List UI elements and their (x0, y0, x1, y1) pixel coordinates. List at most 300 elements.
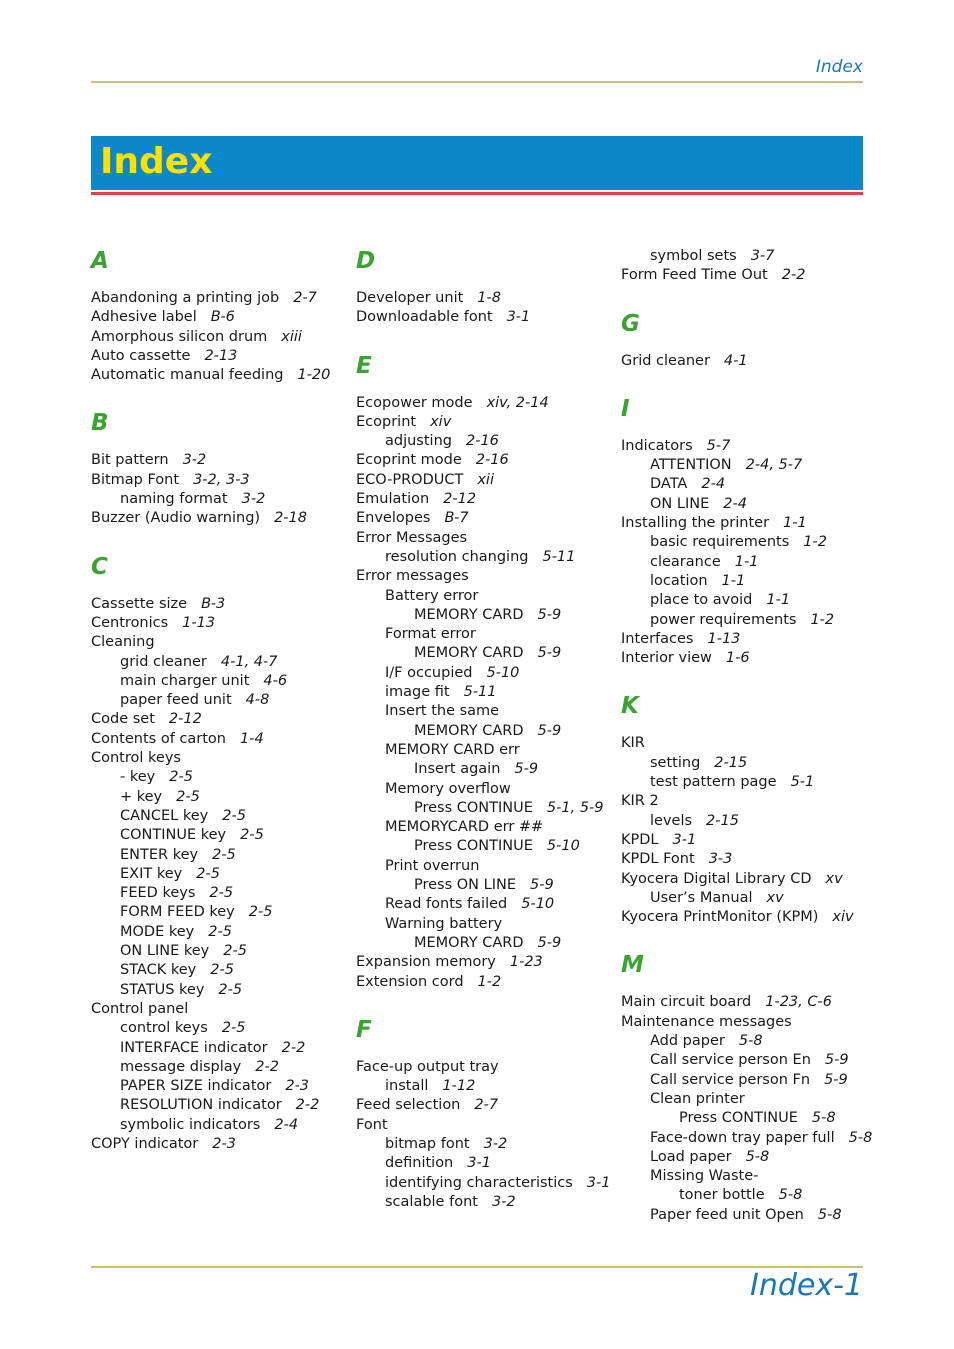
section-letter: K (621, 693, 639, 720)
page-reference: 5-9 (537, 645, 562, 662)
page-reference: 5-8 (738, 1033, 763, 1050)
index-entry (356, 1116, 616, 1135)
index-term: Paper feed unit Open (650, 1206, 804, 1223)
index-term: place to avoid (650, 592, 753, 609)
index-entry (91, 865, 351, 884)
index-entry (621, 1090, 881, 1109)
page-reference: 4-1 (723, 352, 748, 369)
page-reference: 1-12 (442, 1078, 476, 1095)
page-reference: 1-1 (734, 553, 759, 570)
index-entry (621, 1013, 881, 1032)
index-entry (91, 366, 351, 385)
page-reference: 2-4 (701, 476, 726, 493)
page-reference: 3-3 (708, 851, 733, 868)
index-term: message display (120, 1058, 242, 1075)
index-term: Call service person Fn (650, 1071, 811, 1088)
index-entry (621, 456, 881, 475)
index-entry (621, 734, 881, 753)
index-term: test pattern page (650, 774, 777, 791)
index-term: - key (120, 769, 156, 786)
index-entry (91, 328, 351, 347)
index-entry (356, 471, 616, 490)
page-reference: xii (477, 471, 494, 488)
page-reference: 3-1 (467, 1155, 491, 1172)
page-reference: 5-10 (521, 896, 555, 913)
page-reference: xiv (430, 413, 452, 430)
index-term: symbol sets (650, 248, 737, 264)
index-term: KIR 2 (621, 793, 659, 810)
section-letter: D (356, 248, 376, 274)
index-term: MEMORYCARD err ## (385, 819, 544, 836)
page-reference: 5-8 (848, 1129, 873, 1146)
index-entry (621, 495, 881, 514)
page-reference: 2-3 (212, 1135, 236, 1152)
running-header-title: Index (815, 57, 863, 77)
page-reference: 5-9 (824, 1071, 848, 1088)
index-entry (91, 788, 351, 807)
page-reference: 5-9 (537, 722, 562, 739)
index-term: Interior view (621, 650, 712, 667)
index-term: Clean printer (650, 1090, 745, 1107)
page-reference: 5-8 (817, 1206, 842, 1223)
index-term: KPDL Font (621, 851, 695, 868)
index-entry (91, 884, 351, 903)
index-entry (621, 754, 881, 773)
index-entry (91, 451, 351, 470)
index-entry (356, 587, 616, 606)
section-letter: E (356, 352, 372, 379)
index-term: Centronics (91, 614, 169, 631)
page-reference: 4-1, 4-7 (220, 653, 278, 670)
index-entry (621, 870, 881, 889)
index-entry (621, 649, 881, 668)
page-reference: 1-13 (707, 630, 741, 647)
page-reference: 2-16 (465, 433, 499, 450)
page-reference: 3-2, 3-3 (193, 471, 250, 488)
page-reference: 3-2 (241, 491, 266, 508)
page-reference: 3-1 (506, 309, 531, 326)
page-reference: 2-18 (274, 510, 307, 527)
page-reference: 2-2 (281, 1039, 306, 1056)
index-term: Emulation (356, 491, 430, 508)
index-term: adjusting (385, 433, 452, 450)
index-term: Envelopes (356, 510, 431, 527)
page-reference: 1-2 (810, 611, 835, 628)
index-term: Error Messages (356, 529, 468, 546)
index-term: Bit pattern (91, 452, 169, 469)
page-reference: 2-12 (443, 491, 477, 508)
page-reference: 1-2 (803, 534, 827, 551)
index-term: KIR (621, 735, 645, 752)
page-reference: B-6 (210, 309, 235, 326)
page-reference: 4-6 (263, 672, 288, 689)
index-entry (621, 611, 881, 630)
page-reference: 5-9 (537, 934, 562, 951)
index-term: Press CONTINUE (679, 1110, 798, 1127)
index-term: Ecopower mode (356, 394, 473, 411)
page-reference: 1-23 (509, 954, 543, 971)
page-reference: 1-4 (239, 730, 264, 747)
index-term: User’s Manual (650, 889, 753, 906)
index-entry (621, 630, 881, 649)
index-entry (621, 533, 881, 552)
page-reference: 5-9 (824, 1052, 849, 1069)
index-term: ECO-PRODUCT (356, 471, 464, 488)
index-term: ATTENTION (650, 457, 732, 474)
index-entry (356, 394, 616, 413)
index-term: Indicators (621, 437, 693, 454)
index-entry (621, 1071, 881, 1090)
page-reference: 5-9 (530, 877, 554, 894)
index-term: ENTER key (120, 846, 199, 863)
index-term: Automatic manual feeding (91, 367, 284, 384)
page-title: Index (100, 141, 213, 182)
page-reference: 1-13 (182, 614, 216, 631)
page-reference: 5-9 (537, 606, 562, 623)
index-term: Press CONTINUE (414, 838, 533, 855)
index-entry (91, 347, 351, 366)
index-entry (91, 289, 351, 308)
index-entry (356, 780, 616, 799)
page-reference: 5-9 (514, 761, 539, 778)
index-term: scalable font (385, 1193, 478, 1210)
index-entry (91, 614, 351, 633)
index-term: Warning battery (385, 915, 503, 932)
index-term: image fit (385, 684, 450, 701)
page-reference: 2-5 (169, 769, 193, 786)
index-entry (356, 509, 616, 528)
page-reference: 2-15 (706, 812, 739, 829)
index-entry (91, 749, 351, 768)
index-term: levels (650, 812, 693, 829)
index-term: Expansion memory (356, 954, 496, 971)
index-term: install (385, 1078, 429, 1095)
index-term: setting (650, 754, 701, 771)
page-reference: 1-23, C-6 (765, 994, 832, 1011)
index-entry (91, 961, 351, 980)
page-reference: 3-2 (483, 1135, 508, 1152)
index-entry (356, 934, 616, 953)
index-term: MEMORY CARD (414, 934, 524, 951)
page-reference: 2-2 (781, 267, 806, 284)
index-term: Kyocera Digital Library CD (621, 870, 812, 887)
index-term: KPDL (621, 831, 659, 848)
index-term: ON LINE key (120, 943, 210, 960)
page-reference: 3-7 (750, 248, 775, 264)
page-reference: 1-1 (721, 572, 746, 589)
index-entry (621, 1167, 881, 1186)
index-term: MEMORY CARD (414, 645, 524, 662)
page-reference: 1-20 (297, 367, 331, 384)
index-term: Press CONTINUE (414, 799, 533, 816)
index-term: FEED keys (120, 885, 196, 902)
index-entry (356, 1154, 616, 1173)
page-reference: B-7 (444, 510, 469, 527)
index-term: Main circuit board (621, 994, 752, 1011)
index-term: RESOLUTION indicator (120, 1097, 282, 1114)
banner-underline (91, 192, 863, 195)
index-entry (356, 1077, 616, 1096)
index-term: MODE key (120, 923, 195, 940)
index-term: ON LINE (650, 495, 710, 512)
page-reference: 5-10 (546, 838, 580, 855)
index-term: CANCEL key (120, 807, 209, 824)
index-term: FORM FEED key (120, 904, 235, 921)
index-entry (621, 1129, 881, 1148)
page-reference: 1-1 (766, 592, 791, 609)
index-entry (91, 1135, 351, 1154)
page-reference: B-3 (201, 595, 226, 612)
index-term: Face-down tray paper full (650, 1129, 835, 1146)
page-reference: xv (766, 889, 784, 906)
index-term: grid cleaner (120, 653, 207, 670)
index-term: Memory overflow (385, 780, 511, 797)
index-entry (621, 572, 881, 591)
index-entry (621, 1051, 881, 1070)
index-term: Control panel (91, 1000, 189, 1017)
index-entry (356, 606, 616, 625)
page-reference: 2-5 (176, 788, 200, 805)
index-column-1 (91, 246, 351, 1154)
index-term: Press ON LINE (414, 877, 517, 894)
index-entry (356, 548, 616, 567)
index-entry (621, 889, 881, 908)
index-term: Form Feed Time Out (621, 267, 768, 284)
index-entry (91, 653, 351, 672)
page-reference: 3-1 (672, 831, 697, 848)
index-term: EXIT key (120, 865, 183, 882)
page-reference: 2-5 (221, 1020, 246, 1037)
index-term: Ecoprint (356, 413, 417, 430)
page-reference: 2-5 (223, 943, 247, 960)
index-entry (621, 1206, 881, 1225)
index-term: Auto cassette (91, 347, 191, 364)
index-entry (356, 876, 616, 895)
index-term: Contents of carton (91, 730, 226, 747)
page-reference: 2-7 (474, 1097, 499, 1114)
section-letter: B (91, 410, 109, 437)
index-term: CONTINUE key (120, 827, 227, 844)
index-entry (356, 741, 616, 760)
index-entry (91, 710, 351, 729)
page-reference: 2-5 (210, 962, 234, 979)
page-reference: 2-5 (212, 846, 236, 863)
index-entry (91, 1077, 351, 1096)
index-entry (356, 818, 616, 837)
index-entry (356, 895, 616, 914)
index-entry (91, 768, 351, 787)
index-entry (621, 1148, 881, 1167)
page-reference: 1-6 (725, 650, 750, 667)
page-number: Index-1 (749, 1268, 863, 1303)
index-term: power requirements (650, 611, 797, 628)
index-term: clearance (650, 553, 721, 570)
index-term: Downloadable font (356, 309, 493, 326)
index-term: Extension cord (356, 973, 464, 990)
index-term: identifying characteristics (385, 1174, 573, 1191)
index-entry (91, 981, 351, 1000)
page-reference: 2-5 (218, 981, 243, 998)
index-term: bitmap font (385, 1135, 470, 1152)
index-entry (621, 850, 881, 869)
page-reference: 2-5 (248, 904, 273, 921)
index-term: Developer unit (356, 290, 464, 306)
page-reference: 5-1, 5-9 (546, 799, 604, 816)
index-term: COPY indicator (91, 1135, 199, 1152)
index-term: main charger unit (120, 672, 250, 689)
index-entry (356, 857, 616, 876)
index-entry (91, 942, 351, 961)
index-entry (621, 1109, 881, 1128)
footer-rule (91, 1266, 863, 1268)
page-reference: 2-5 (222, 807, 246, 824)
index-term: + key (120, 788, 163, 805)
index-term: Grid cleaner (621, 352, 710, 369)
index-term: Installing the printer (621, 515, 770, 532)
index-entry (356, 722, 616, 741)
page-reference: 5-8 (745, 1148, 770, 1165)
index-entry (91, 1096, 351, 1115)
index-term: Cassette size (91, 595, 188, 612)
index-entry (356, 702, 616, 721)
section-letter: M (621, 952, 644, 979)
page-reference: 5-8 (811, 1110, 836, 1127)
page-reference: 2-16 (475, 452, 509, 469)
index-entry (356, 490, 616, 509)
page-reference: 1-8 (477, 290, 501, 306)
index-entry (621, 437, 881, 456)
index-term: STATUS key (120, 981, 205, 998)
section-letter: A (91, 248, 109, 274)
index-term: Feed selection (356, 1097, 461, 1114)
index-term: toner bottle (679, 1187, 765, 1204)
page-reference: xiv (832, 909, 854, 926)
page-reference: 2-4 (274, 1116, 299, 1133)
index-entry (91, 1000, 351, 1019)
index-term: resolution changing (385, 548, 529, 565)
page-reference: xiv, 2-14 (486, 394, 549, 411)
index-entry (91, 595, 351, 614)
index-term: Control keys (91, 750, 181, 767)
index-entry (621, 591, 881, 610)
index-term: paper feed unit (120, 692, 232, 709)
index-entry (91, 1058, 351, 1077)
page-reference: 2-2 (295, 1097, 320, 1114)
index-entry (91, 1116, 351, 1135)
index-entry (91, 308, 351, 327)
index-entry (356, 799, 616, 818)
index-entry (91, 826, 351, 845)
index-entry (91, 509, 351, 528)
page-reference: 2-5 (208, 923, 232, 940)
index-term: naming format (120, 491, 228, 508)
index-banner (91, 136, 863, 190)
index-entry (356, 308, 616, 327)
index-entry (621, 247, 881, 266)
index-term: Error messages (356, 568, 469, 585)
index-entry (621, 1032, 881, 1051)
index-term: Missing Waste- (650, 1168, 759, 1185)
index-term: Amorphous silicon drum (91, 328, 268, 345)
index-term: control keys (120, 1020, 208, 1037)
index-term: INTERFACE indicator (120, 1039, 268, 1056)
page-reference: 1-2 (477, 973, 502, 990)
index-entry (91, 903, 351, 922)
index-term: Battery error (385, 587, 479, 604)
index-entry (91, 633, 351, 652)
index-column-3 (621, 247, 881, 1225)
index-entry (91, 1019, 351, 1038)
index-entry (91, 807, 351, 826)
index-term: Kyocera PrintMonitor (KPM) (621, 909, 819, 926)
index-entry (356, 567, 616, 586)
page-reference: xv (825, 870, 843, 887)
index-entry (91, 672, 351, 691)
index-column-2 (356, 246, 616, 1212)
index-entry (356, 664, 616, 683)
page-reference: 2-13 (204, 347, 238, 364)
page-reference: 5-7 (706, 437, 731, 454)
index-term: Load paper (650, 1148, 732, 1165)
page-reference: 3-2 (182, 452, 207, 469)
index-term: location (650, 572, 708, 589)
index-entry (91, 923, 351, 942)
index-term: Read fonts failed (385, 896, 508, 913)
page-reference: 2-5 (196, 865, 220, 882)
page-reference: 2-3 (285, 1078, 310, 1095)
index-term: Code set (91, 711, 155, 728)
index-entry (621, 908, 881, 927)
index-term: Format error (385, 626, 476, 643)
page-reference: 2-2 (255, 1058, 279, 1075)
page-reference: 2-12 (168, 711, 202, 728)
index-entry (91, 490, 351, 509)
index-entry (621, 352, 881, 371)
section-letter: F (356, 1016, 372, 1043)
index-term: PAPER SIZE indicator (120, 1078, 272, 1095)
index-entry (621, 792, 881, 811)
index-term: Maintenance messages (621, 1013, 792, 1030)
index-entry (621, 514, 881, 533)
section-letter: I (621, 395, 630, 422)
index-entry (621, 773, 881, 792)
index-term: Cleaning (91, 634, 155, 651)
page-reference: xiii (281, 328, 302, 345)
index-term: DATA (650, 476, 688, 493)
page-reference: 2-4 (723, 495, 747, 512)
index-entry (356, 413, 616, 432)
index-entry (356, 683, 616, 702)
page-reference: 5-10 (486, 664, 520, 681)
index-entry (621, 831, 881, 850)
index-entry (356, 760, 616, 779)
page-reference: 3-2 (491, 1193, 516, 1210)
section-letter: G (621, 310, 640, 337)
index-entry (356, 644, 616, 663)
page-reference: 5-1 (790, 774, 815, 791)
index-term: Adhesive label (91, 309, 197, 326)
page-reference: 2-5 (209, 885, 234, 902)
index-entry (356, 625, 616, 644)
index-entry (356, 953, 616, 972)
page-reference: 2-15 (714, 754, 748, 771)
index-term: Insert the same (385, 703, 500, 720)
index-entry (621, 475, 881, 494)
index-term: Ecoprint mode (356, 452, 462, 469)
index-term: Font (356, 1116, 388, 1133)
index-term: MEMORY CARD err (385, 741, 520, 758)
index-entry (621, 266, 881, 285)
